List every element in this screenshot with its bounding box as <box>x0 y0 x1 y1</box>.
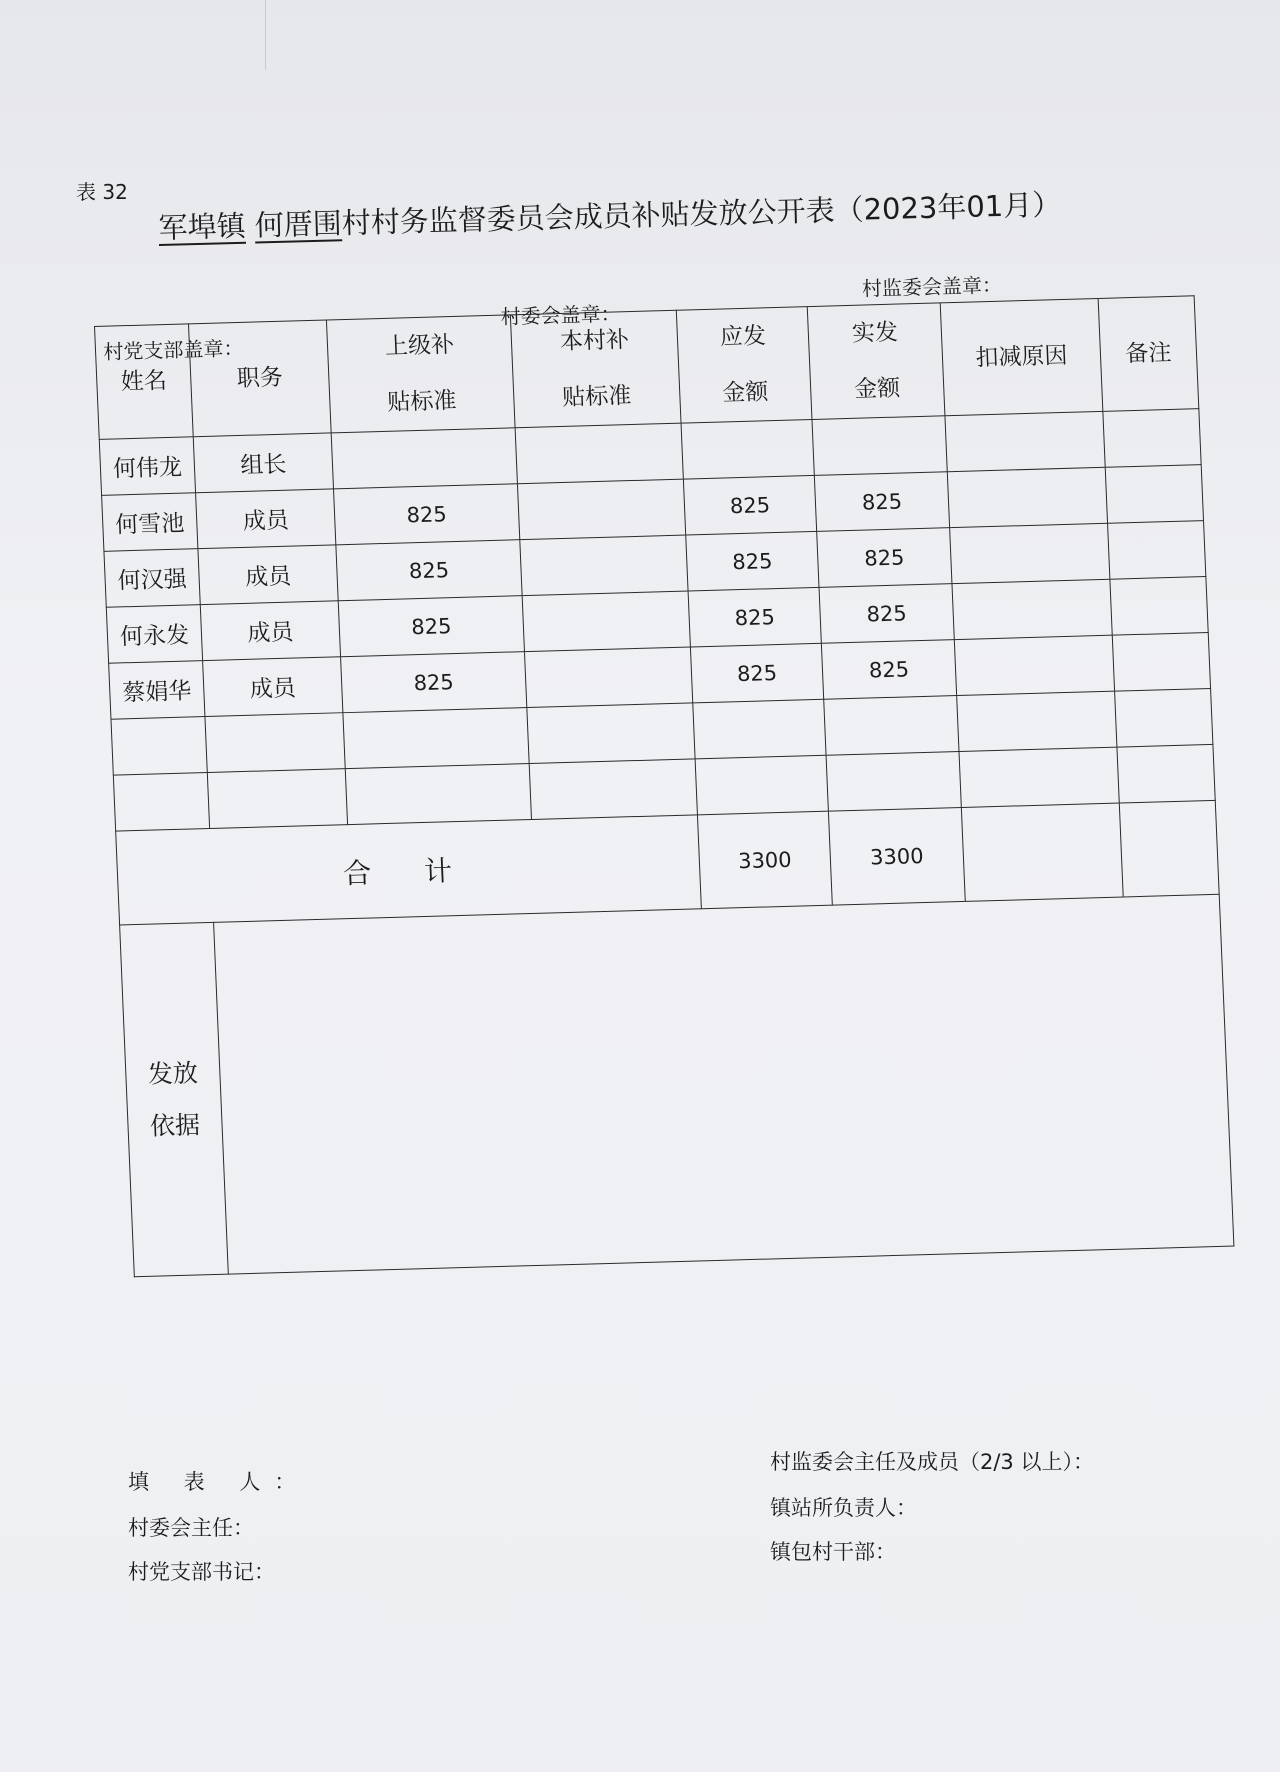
header-actual-line1: 实发 <box>851 319 899 347</box>
footer-filler: 填 表 人： <box>128 1470 310 1494</box>
subsidy-table-wrap <box>94 295 1234 1277</box>
cell-actual: 825 <box>814 472 949 532</box>
header-upper-standard <box>326 315 515 433</box>
stamp-supervision: 村监委会盖章： <box>861 272 1003 301</box>
cell-village <box>524 647 692 708</box>
cell-deduct <box>947 467 1107 527</box>
cell-village <box>522 591 690 652</box>
cell-due: 825 <box>683 475 816 535</box>
stamp-village-committee: 村委会盖章： <box>500 301 621 329</box>
header-deduct-reason: 扣减原因 <box>940 298 1103 415</box>
stamp-party: 村党支部盖章： <box>103 336 244 364</box>
total-deduct <box>961 803 1123 901</box>
cell-name: 何雪池 <box>102 493 198 552</box>
cell-name: 蔡娟华 <box>109 661 205 720</box>
cell-due: 825 <box>686 531 819 591</box>
header-remark: 备注 <box>1098 296 1199 412</box>
cell-due: 825 <box>690 643 823 703</box>
cell-remark <box>1110 577 1208 636</box>
cell-remark <box>1105 465 1203 524</box>
basis-row <box>120 894 1234 1276</box>
header-village-line2: 贴标准 <box>561 383 632 411</box>
total-label-text: 合 计 <box>342 853 475 890</box>
document-title <box>158 181 1119 247</box>
title-village: 何厝围 <box>254 206 343 243</box>
header-upper-line2: 贴标准 <box>386 387 457 416</box>
header-name: 姓名 <box>95 324 194 440</box>
cell-village <box>517 479 685 540</box>
cell-deduct <box>945 411 1105 471</box>
cell-actual: 825 <box>819 584 954 644</box>
footer-vc-director: 村委会主任： <box>128 1516 254 1540</box>
footer-town-cadre: 镇包村干部： <box>770 1540 896 1564</box>
header-due-line1: 应发 <box>719 323 767 351</box>
footer-station-head: 镇站所负责人： <box>770 1496 917 1520</box>
cell-actual: 825 <box>821 640 956 700</box>
basis-label <box>120 922 229 1276</box>
cell-role: 成员 <box>200 601 340 661</box>
header-village-line1: 本村补 <box>559 327 630 355</box>
table-number: 表 32 <box>76 180 128 204</box>
cell-role: 组长 <box>193 433 333 493</box>
header-due-amount <box>676 307 812 424</box>
subsidy-table <box>94 295 1234 1277</box>
header-role: 职务 <box>188 320 331 437</box>
cell-remark <box>1112 633 1210 692</box>
cell-upper: 825 <box>338 596 524 657</box>
cell-name: 何伟龙 <box>99 437 195 496</box>
cell-deduct <box>950 523 1110 583</box>
total-label <box>116 815 702 925</box>
cell-actual <box>812 416 947 476</box>
cell-due <box>681 419 814 479</box>
header-due-line2: 金额 <box>721 379 769 407</box>
cell-role: 成员 <box>196 489 336 549</box>
cell-upper: 825 <box>336 540 522 601</box>
basis-line2: 依据 <box>149 1109 201 1141</box>
title-town: 军埠镇 <box>158 208 247 245</box>
cell-upper <box>331 428 517 489</box>
basis-line1: 发放 <box>147 1057 199 1089</box>
cell-deduct <box>952 579 1112 639</box>
header-actual-line2: 金额 <box>853 375 901 403</box>
footer-supervision-members: 村监委会主任及成员（2/3 以上）： <box>770 1450 1094 1474</box>
cell-upper: 825 <box>334 484 520 545</box>
total-due: 3300 <box>697 811 832 909</box>
paper-edge <box>265 0 266 70</box>
total-remark <box>1119 800 1219 897</box>
header-village-standard <box>510 310 681 428</box>
footer-party-secretary: 村党支部书记： <box>128 1560 275 1584</box>
cell-role: 成员 <box>203 657 343 717</box>
cell-name: 何永发 <box>106 605 202 664</box>
cell-actual: 825 <box>817 528 952 588</box>
total-actual: 3300 <box>828 807 965 905</box>
basis-content <box>214 894 1234 1274</box>
title-rest: 村村务监督委员会成员补贴发放公开表（2023年01月） <box>341 187 1062 241</box>
header-upper-line1: 上级补 <box>384 331 455 360</box>
header-actual-amount <box>807 303 945 420</box>
cell-remark <box>1103 409 1201 468</box>
cell-village <box>520 535 688 596</box>
cell-name: 何汉强 <box>104 549 200 608</box>
cell-due: 825 <box>688 587 821 647</box>
cell-role: 成员 <box>198 545 338 605</box>
cell-village <box>515 423 683 484</box>
cell-remark <box>1108 521 1206 580</box>
cell-upper: 825 <box>341 652 527 713</box>
cell-deduct <box>954 635 1114 695</box>
